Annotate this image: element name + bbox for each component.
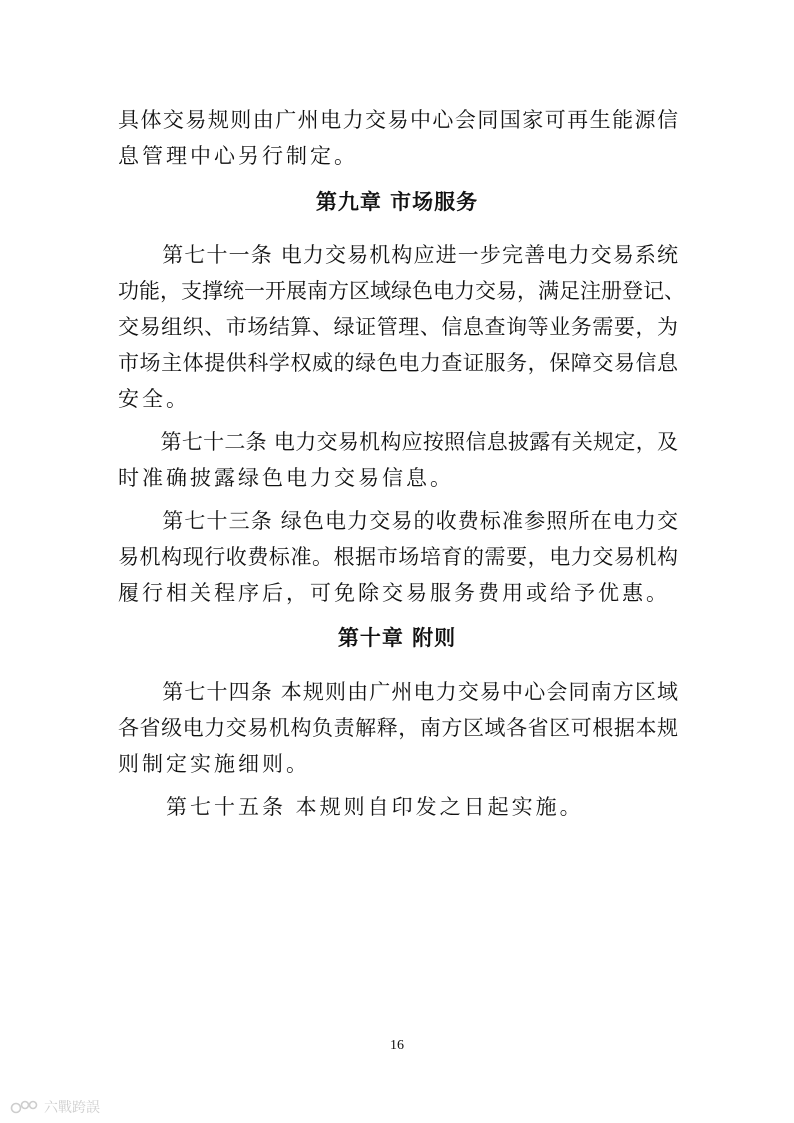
article-74-line: 各省级电力交易机构负责解释，南方区域各省区可根据本规	[118, 716, 678, 740]
article-73-line: 第七十三条 绿色电力交易的收费标准参照所在电力交	[118, 509, 678, 533]
article-73-line: 履行相关程序后，可免除交易服务费用或给予优惠。	[118, 581, 670, 605]
article-71-line: 安全。	[118, 387, 190, 411]
article-74-line: 第七十四条 本规则由广州电力交易中心会同南方区域	[118, 680, 678, 704]
article-72-line: 第七十二条 电力交易机构应按照信息披露有关规定，及	[118, 430, 678, 454]
body-line: 具体交易规则由广州电力交易中心会同国家可再生能源信	[118, 108, 678, 132]
article-74-line: 则制定实施细则。	[118, 752, 310, 776]
watermark	[10, 1095, 100, 1119]
chapter-heading-10: 第十章 附则	[337, 626, 457, 650]
article-71-line: 功能，支撑统一开展南方区域绿色电力交易，满足注册登记、	[118, 279, 685, 303]
article-71-line: 市场主体提供科学权威的绿色电力查证服务，保障交易信息	[118, 351, 678, 375]
article-72-line: 时准确披露绿色电力交易信息。	[118, 466, 454, 490]
article-71-line: 交易组织、市场结算、绿证管理、信息查询等业务需要，为	[118, 315, 678, 339]
logo-icon	[10, 1098, 40, 1116]
chapter-heading-9: 第九章 市场服务	[315, 190, 479, 214]
page-number: 16	[390, 1038, 404, 1053]
watermark-text: 六戰跨誤	[44, 1100, 100, 1116]
body-line: 息管理中心另行制定。	[118, 144, 358, 168]
article-71-line: 第七十一条 电力交易机构应进一步完善电力交易系统	[118, 243, 678, 267]
article-73-line: 易机构现行收费标准。根据市场培育的需要，电力交易机构	[118, 545, 678, 569]
article-75-line: 第七十五条 本规则自印发之日起实施。	[118, 795, 584, 819]
